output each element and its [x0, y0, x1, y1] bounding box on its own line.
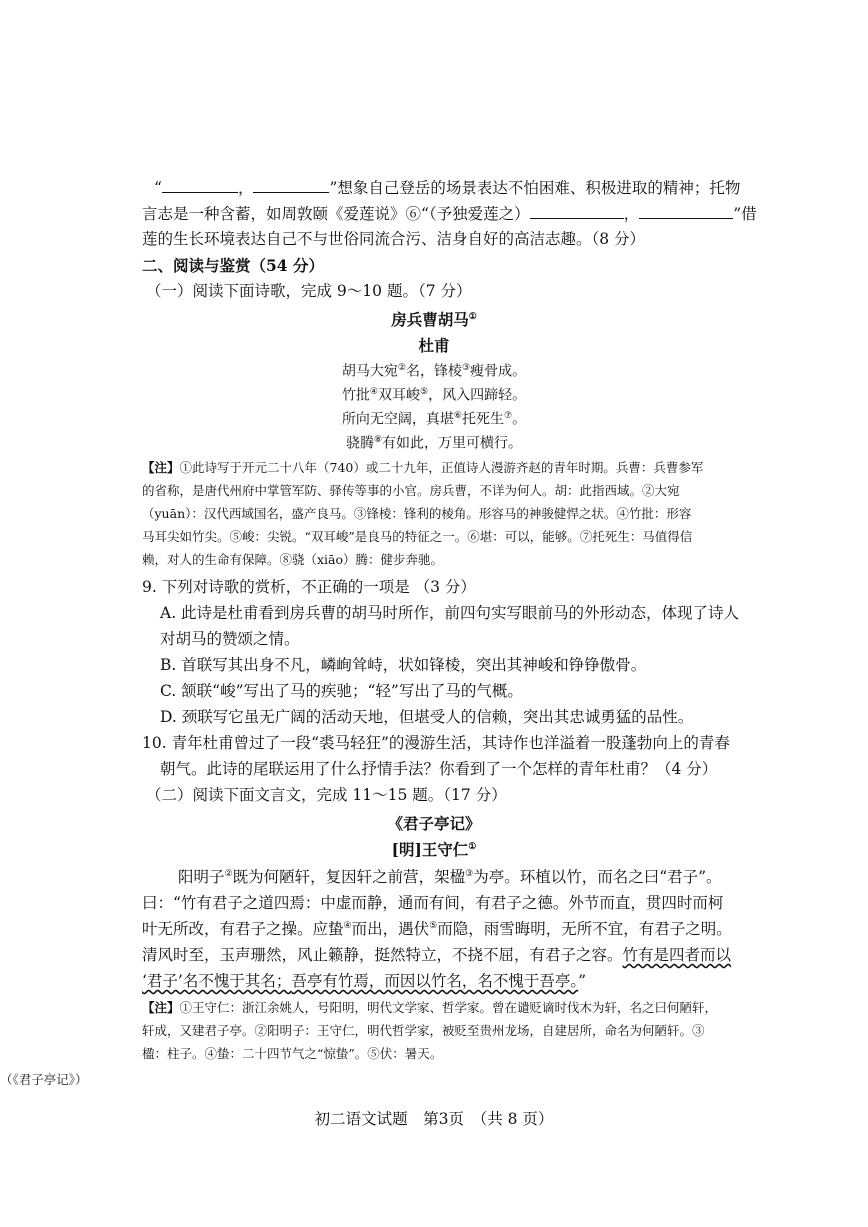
text-fragment: ”想象自己登岳的场景表达不怕困难、积极进取的精神；托物	[329, 179, 741, 197]
text-fragment: 叶无所改，有君子之操。应蛰	[142, 920, 344, 939]
poem-line	[0, 412, 868, 427]
prose-line: 曰：“竹有君子之道四焉：中虚而静，通而有间，有君子之德。外节而直，贯四时而柯	[142, 894, 724, 912]
note-line: 赖，对人的生命有保障。⑧骁（xiāo）腾：健步奔驰。	[142, 552, 444, 567]
answer-blank	[530, 206, 624, 219]
prose-line	[178, 870, 722, 886]
poem-title	[0, 312, 868, 328]
poem-line	[0, 436, 868, 451]
prose-author-text: [明]王守仁	[391, 840, 469, 859]
note-text: ①此诗写于开元二十八年（740）或二十九年，正值诗人漫游齐赵的青年时期。兵曹：兵曹参军	[179, 460, 704, 475]
prose-line	[142, 922, 732, 938]
text-fragment: ”	[578, 972, 587, 990]
text-fragment: 竹批	[341, 387, 370, 404]
footnote-marker: ⑤	[429, 921, 438, 931]
poem-line	[0, 364, 868, 379]
note-line: 轩成，又建君子亭。②阳明子：王守仁，明代哲学家，被贬至贵州龙场，自建居所，命名为何陋轩。③	[142, 1023, 705, 1038]
text-fragment: 清风时至，玉声珊然，风止籁静，挺然特立，不挠不屈，有君子之容。	[142, 946, 623, 964]
section-heading: 二、阅读与鉴赏（54 分）	[142, 256, 324, 275]
question-9-option-d: D. 颈联写它虽无广阔的活动天地，但堪受人的信赖，突出其忠诚勇猛的品性。	[160, 708, 694, 726]
note-line: （yuān）：汉代西域国名，盛产良马。③锋棱：锋利的棱角。形容马的神骏健悍之状。④竹批：形容	[142, 506, 692, 521]
text-fragment: 骁腾	[345, 435, 374, 452]
text-fragment: 而出，遇伏	[351, 920, 430, 939]
text-fragment: 阳明子	[178, 868, 225, 887]
note-line	[142, 462, 703, 475]
footnote-marker: ①	[468, 841, 477, 852]
footnote-marker: ③	[465, 869, 474, 879]
text-fragment: 既为何陋轩，复因轩之前营，架楹	[232, 868, 466, 887]
note-text: ①王守仁：浙江余姚人，号阳明，明代文学家、哲学家。曾在谴贬谪时伐木为轩，名之曰何陋轩，	[179, 1000, 718, 1015]
poem-title-text: 房兵曹胡马	[391, 310, 469, 329]
text-fragment: ，	[623, 205, 640, 223]
text-fragment: 言志是一种含蓄，如周敦颐《爱莲说》⑥“（予独爱莲之）	[142, 205, 530, 223]
note-line: 楹：柱子。④蛰：二十四节气之“惊蛰”。⑤伏：暑天。	[142, 1046, 443, 1061]
prose-line	[142, 948, 731, 964]
footnote-marker: ①	[468, 311, 477, 322]
footnote-marker: ⑧	[373, 435, 383, 445]
intro-line-1	[154, 180, 740, 197]
answer-blank	[253, 180, 329, 193]
prose-title: 《君子亭记》	[387, 814, 481, 833]
note-label: 【注】	[142, 460, 180, 475]
text-fragment: 。	[512, 411, 527, 428]
text-fragment: 托死生	[462, 411, 504, 428]
part1-heading: （一）阅读下面诗歌，完成 9～10 题。（7 分）	[146, 282, 472, 300]
text-fragment: 名，锋棱	[406, 363, 462, 380]
footnote-marker: ⑤	[420, 387, 429, 397]
part2-heading: （二）阅读下面文言文，完成 11～15 题。（17 分）	[146, 786, 507, 804]
poem-author: 杜甫	[418, 336, 450, 355]
question-9-stem: 9. 下列对诗歌的赏析，不正确的一项是 （3 分）	[142, 578, 476, 596]
text-fragment: ，	[237, 179, 254, 197]
question-10-line: 朝气。此诗的尾联运用了什么抒情手法？你看到了一个怎样的青年杜甫？（4 分）	[160, 760, 718, 778]
answer-blank	[162, 180, 238, 193]
note-line	[142, 1002, 717, 1015]
question-9-option-a: A. 此诗是杜甫看到房兵曹的胡马时所作，前四句实写眼前马的外形动态，体现了诗人	[160, 604, 740, 622]
text-fragment: 胡马大宛	[341, 363, 398, 380]
page-footer: 初二语文试题 第3页 （共 8 页）	[314, 1110, 554, 1128]
prose-author	[0, 842, 868, 858]
prose-line	[142, 974, 586, 990]
text-fragment: “	[154, 179, 162, 197]
footnote-marker: ②	[224, 869, 233, 879]
question-9-option-c: C. 颔联“峻”写出了马的疾驰；“轻”写出了马的气概。	[160, 682, 523, 700]
poem-line	[0, 388, 868, 403]
footnote-marker: ③	[462, 363, 471, 373]
text-fragment: ，风入四蹄轻。	[428, 387, 527, 404]
source-citation: （《君子亭记》）	[0, 1072, 88, 1087]
underlined-sentence: 吾亭有竹焉，而因以竹名，名不愧于吾亭。	[291, 972, 579, 990]
text-fragment: 有如此，万里可横行。	[382, 435, 523, 452]
note-label: 【注】	[142, 1000, 180, 1015]
intro-line-3: 莲的生长环境表达自己不与世俗同流合污、洁身自好的高洁志趣。（8 分）	[142, 230, 646, 248]
question-9-option-a-cont: 对胡马的赞颂之情。	[160, 630, 300, 648]
text-fragment: ”借	[733, 205, 757, 223]
text-fragment: 而隐，雨雪晦明，无所不宜，有君子之明。	[437, 920, 732, 939]
note-line: 的省称，是唐代州府中掌管军防、驿传等事的小官。房兵曹，不详为何人。胡：此指西域。②大宛	[142, 483, 680, 498]
text-fragment: 所向无空阔，真堪	[341, 411, 454, 428]
answer-blank	[639, 206, 733, 219]
text-fragment: 为亭。环植以竹，而名之曰“君子”。	[473, 868, 722, 887]
text-fragment: 瘦骨成。	[470, 363, 527, 380]
underlined-sentence: ‘君子’名不愧于其名；	[142, 972, 292, 990]
intro-line-2	[142, 206, 757, 223]
footnote-marker: ⑥	[453, 411, 462, 421]
underlined-sentence: 竹有是四者而以	[622, 946, 732, 964]
note-line: 马耳尖如竹尖。⑤峻：尖锐。“双耳峻”是良马的特征之一。⑥堪：可以，能够。⑦托死生：马值得信	[142, 529, 693, 544]
footnote-marker: ④	[369, 387, 378, 397]
footnote-marker: ②	[397, 363, 406, 373]
footnote-marker: ④	[343, 921, 352, 931]
text-fragment: 双耳峻	[378, 387, 420, 404]
footnote-marker: ⑦	[504, 411, 513, 421]
question-10-line: 10. 青年杜甫曾过了一段“裘马轻狂”的漫游生活，其诗作也洋溢着一股蓬勃向上的青春	[142, 734, 730, 752]
question-9-option-b: B. 首联写其出身不凡，嶙峋耸峙，状如锋棱，突出其神峻和铮铮傲骨。	[160, 656, 647, 674]
